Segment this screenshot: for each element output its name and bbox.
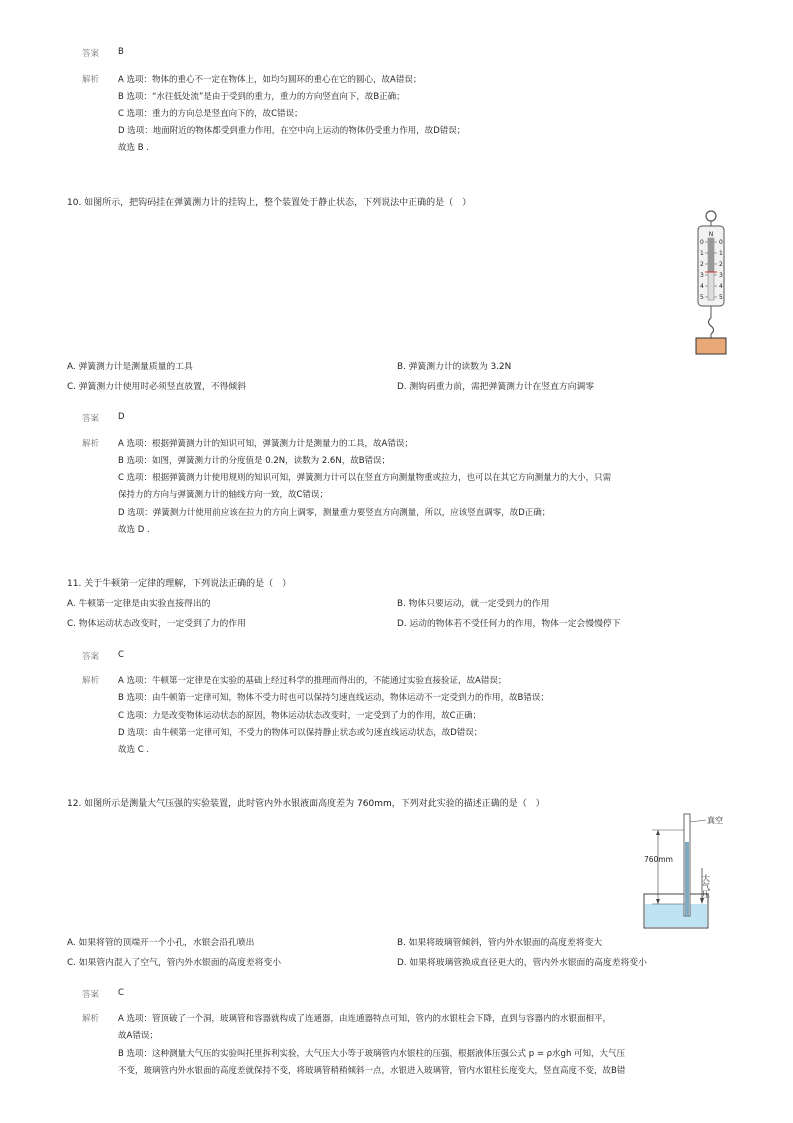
scale-tick-label: 5 [719,294,723,301]
scale-tick-label: 5 [700,294,704,301]
q10-option-c: C. 弹簧测力计使用时必须竖直放置，不得倾斜 [67,382,246,392]
analysis-line: 故选 B . [118,143,149,153]
analysis-line: A 选项：牛顿第一定律是在实验的基础上经过科学的推理而得出的，不能通过实验直接验证，故A错误； [118,676,507,686]
scale-tick-label: 4 [719,283,723,290]
scale-unit: N [708,231,714,238]
q10-option-a: A. 弹簧测力计是测量质量的工具 [67,362,193,372]
analysis-line: D 选项：地面附近的物体都受到重力作用，在空中向上运动的物体仍受重力作用，故D错误； [118,126,466,136]
analysis-label: 解析 [82,676,100,686]
scale-tick-label: 3 [719,272,723,279]
scale-tick-label: 3 [700,272,704,279]
q11-option-b: B. 物体只要运动，就一定受到力的作用 [397,599,550,609]
answer-value: C [118,650,124,660]
answer-label: 答案 [82,990,100,1000]
analysis-line: B 选项：由牛顿第一定律可知，物体不受力时也可以保持匀速直线运动，物体运动不一定受到力的作用，故B错误； [118,693,549,703]
hook-weight [696,338,726,354]
analysis-line: C 选项：根据弹簧测力计使用规则的知识可知，弹簧测力计可以在竖直方向测量物重或拉力，也可以在其它方向测量力的大小，只需 [118,473,612,483]
analysis-line: B 选项：如图，弹簧测力计的分度值是 0.2N，读数为 2.6N，故B错误； [118,456,391,466]
question-10-stem: 10. 如图所示，把钩码挂在弹簧测力计的挂钩上，整个装置处于静止状态，下列说法中正确的是（ ） [67,198,472,208]
analysis-line: C 选项：力是改变物体运动状态的原因，物体运动状态改变时，一定受到了力的作用，故C正确； [118,711,482,721]
scale-spring [708,238,714,272]
question-12-stem: 12. 如图所示是测量大气压强的实验装置，此时管内外水银液面高度差为 760mm，下列对此实验的描述正确的是（ ） [67,799,545,809]
q12-option-c: C. 如果管内混入了空气，管内外水银面的高度差将变小 [67,958,282,968]
q11-option-d: D. 运动的物体若不受任何力的作用，物体一定会慢慢停下 [397,619,621,629]
analysis-label: 解析 [82,439,100,449]
q12-option-a: A. 如果将管的顶端开一个小孔，水银会沿孔喷出 [67,938,255,948]
q12-option-d: D. 如果将玻璃管换成直径更大的，管内外水银面的高度差将变小 [397,958,647,968]
analysis-line: C 选项：重力的方向总是竖直向下的，故C错误； [118,109,303,119]
q11-option-a: A. 牛顿第一定律是由实验直接得出的 [67,599,211,609]
spring-scale-figure [690,208,732,356]
analysis-label: 解析 [82,1014,100,1024]
answer-label: 答案 [82,414,100,424]
scale-tick-label: 0 [700,239,704,246]
analysis-line: B 选项：这种测量大气压的实验叫托里拆利实验，大气压大小等于玻璃管内水银柱的压强，根据液体压强公式 p = ρ水gh 可知，大气压 [118,1049,626,1059]
analysis-line: A 选项：根据弹簧测力计的知识可知，弹簧测力计是测量力的工具，故A错误； [118,439,413,449]
scale-tick-label: 1 [700,250,704,257]
analysis-line: D 选项：由牛顿第一定律可知，不受力的物体可以保持静止状态或匀速直线运动状态，故D错误； [118,728,483,738]
answer-value: C [118,988,124,998]
scale-hook [709,318,714,334]
analysis-line: A 选项：物体的重心不一定在物体上，如均匀圆环的重心在它的圆心，故A错误； [118,75,422,85]
answer-label: 答案 [82,49,100,59]
answer-label: 答案 [82,652,100,662]
scale-tick-label: 1 [719,250,723,257]
mercury-column [685,842,689,916]
scale-tick-label: 2 [719,261,723,268]
answer-value: B [118,47,124,57]
torricelli-figure [640,808,758,932]
analysis-line: 故选 C . [118,745,150,755]
analysis-line: D 选项：弹簧测力计使用前应该在拉力的方向上调零，测量重力要竖直方向测量，所以，应该竖直调零，故D正确； [118,508,551,518]
q12-option-b: B. 如果将玻璃管倾斜，管内外水银面的高度差将变大 [397,938,603,948]
mercury-bowl [645,904,707,927]
scale-tick-label: 4 [700,283,704,290]
analysis-label: 解析 [82,75,100,85]
analysis-line: 故选 D . [118,525,150,535]
question-11-stem: 11. 关于牛顿第一定律的理解，下列说法正确的是（ ） [67,579,292,589]
q10-option-b: B. 弹簧测力计的读数为 3.2N [397,362,512,372]
q11-option-c: C. 物体运动状态改变时，一定受到了力的作用 [67,619,246,629]
analysis-line: 不变，玻璃管内外水银面的高度差就保持不变，将玻璃管稍稍倾斜一点，水银进入玻璃管，管内水银柱长度变大，竖直高度不变，故B错 [118,1066,626,1076]
scale-tick-label: 2 [700,261,704,268]
answer-value: D [118,412,125,422]
analysis-line: A 选项：管顶破了一个洞，玻璃管和容器就构成了连通器，由连通器特点可知，管内的水银柱会下降，直到与容器内的水银面相平， [118,1014,612,1024]
analysis-line: 保持力的方向与弹簧测力计的轴线方向一致，故C错误； [118,490,328,500]
analysis-line: 故A错误； [118,1031,158,1041]
q10-option-d: D. 测钩码重力前，需把弹簧测力计在竖直方向调零 [397,382,595,392]
height-label: 760mm [644,855,673,864]
scale-tick-label: 0 [719,239,723,246]
atm-label: 大气压 [701,874,711,898]
vacuum-label: 真空 [707,816,723,825]
analysis-line: B 选项：“水往低处流”是由于受到的重力，重力的方向竖直向下，故B正确； [118,92,405,102]
